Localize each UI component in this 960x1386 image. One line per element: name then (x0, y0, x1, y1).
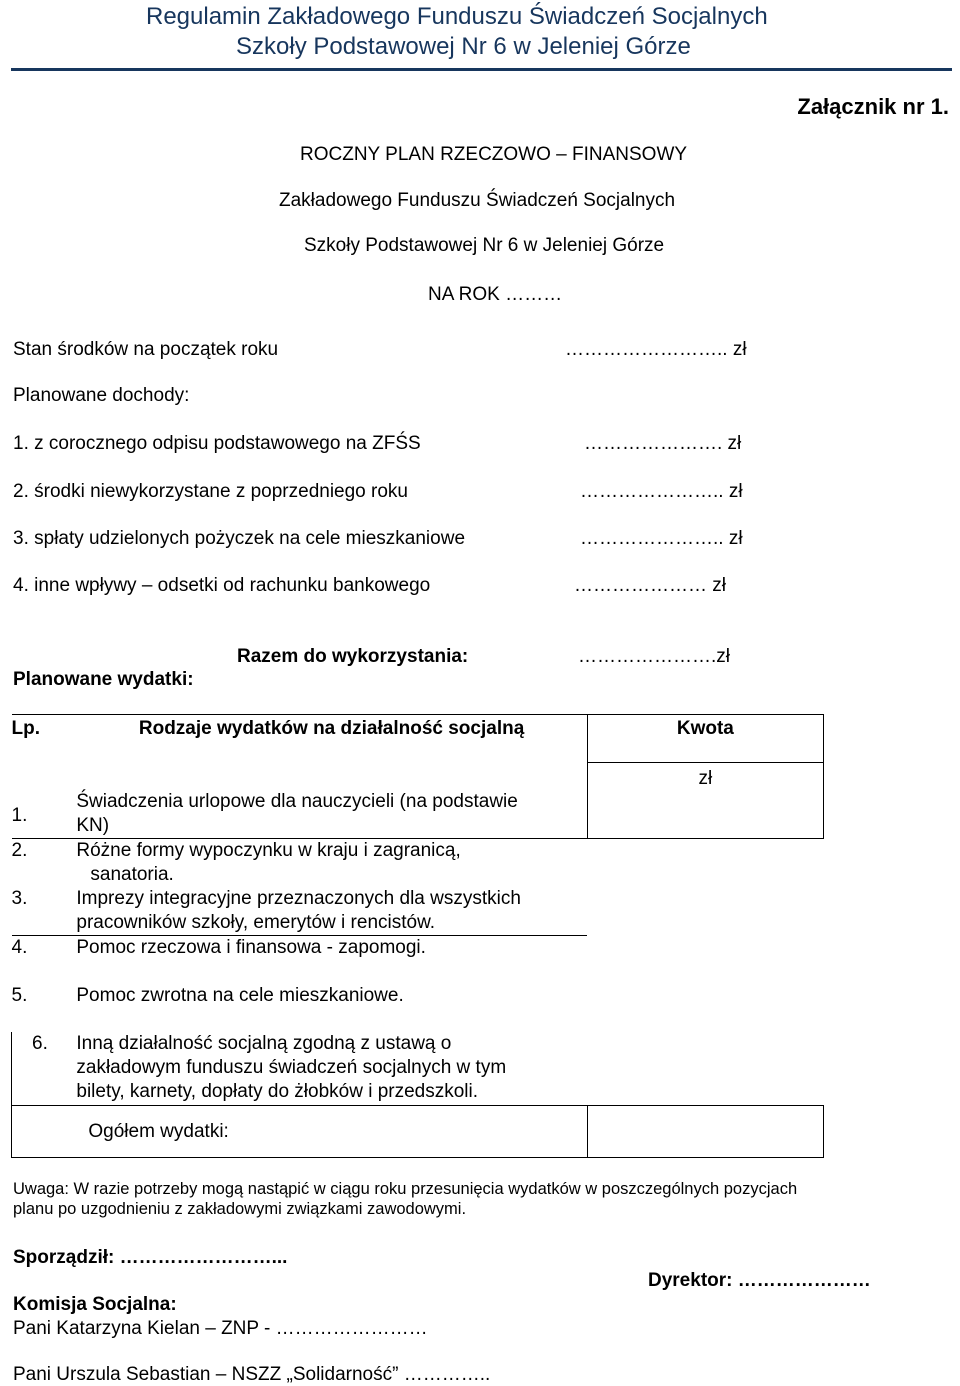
income-item-value: ………………….. zł (580, 528, 743, 549)
row-lp: 5. (11, 984, 28, 1006)
income-item-label: 4. inne wpływy – odsetki od rachunku bankowego (13, 575, 431, 596)
table-row (12, 839, 824, 888)
row-desc-line: Pomoc zwrotna na cele mieszkaniowe. (76, 984, 404, 1006)
row-desc (76, 984, 587, 1032)
income-item-label: 3. spłaty udzielonych pożyczek na cele mieszkaniowe (13, 528, 466, 549)
row-lp: 1. (11, 805, 28, 826)
prepared-by: Sporządził: ……………………... (13, 1247, 288, 1268)
table-row (12, 887, 824, 936)
col-header-desc: Rodzaje wydatków na działalność socjalną (76, 715, 587, 763)
note-line: planu po uzgodnieniu z zakładowymi związkami zawodowymi. (13, 1200, 467, 1218)
row-desc (76, 839, 587, 888)
income-item-label: 2. środki niewykorzystane z poprzedniego roku (13, 481, 408, 502)
income-item-label: 1. z corocznego odpisu podstawowego na ZFŚS (13, 433, 421, 454)
expenses-heading: Planowane wydatki: (13, 669, 194, 690)
col-header-amount: Kwota (587, 715, 823, 763)
table-row (12, 1032, 824, 1106)
director-signature: Dyrektor: ………………… (648, 1270, 871, 1291)
header-title: Regulamin Zakładowego Funduszu Świadczeń Socjalnych (146, 3, 768, 30)
income-item-value: ………………… zł (574, 575, 726, 596)
total-expenses-value (587, 1106, 823, 1158)
row-lp: 3. (11, 888, 28, 909)
plan-title: ROCZNY PLAN RZECZOWO – FINANSOWY (300, 144, 688, 165)
committee-member: Pani Urszula Sebastian – NSZZ „Solidarność” ………….. (13, 1364, 491, 1385)
row-desc-line: Inną działalność socjalną zgodną z ustawą o (76, 1032, 452, 1054)
amount-unit: zł (587, 763, 823, 839)
plan-school: Szkoły Podstawowej Nr 6 w Jeleniej Górze (304, 235, 665, 256)
row-desc-line: KN) (76, 815, 110, 836)
row-desc-line: bilety, karnety, dopłaty do żłobków i przedszkoli. (76, 1080, 479, 1102)
total-available-value: ………………….zł (578, 646, 730, 667)
plan-year: NA ROK ……… (428, 284, 563, 305)
row-desc (76, 1032, 587, 1106)
row-desc (76, 887, 587, 936)
row-lp: 2. (12, 839, 77, 888)
table-row (12, 984, 824, 1032)
note-line: Uwaga: W razie potrzeby mogą nastąpić w ciągu roku przesunięcia wydatków w poszczególnych pozycjach (13, 1180, 798, 1198)
row-desc (76, 763, 587, 839)
header-subtitle: Szkoły Podstawowej Nr 6 w Jeleniej Górze (236, 33, 691, 60)
table-row (12, 936, 824, 984)
expenses-table (11, 714, 824, 1158)
row-desc-line: Pomoc rzeczowa i finansowa - zapomogi. (76, 937, 426, 958)
row-desc-line: sanatoria. (90, 864, 174, 885)
income-item-value: ………………….. zł (580, 481, 743, 502)
annex-label: Załącznik nr 1. (797, 94, 949, 119)
row-desc-line: pracowników szkoły, emerytów i rencistów. (76, 912, 436, 933)
start-funds-value: …………………….. zł (565, 339, 747, 360)
row-desc (76, 936, 587, 984)
committee-label: Komisja Socjalna: (13, 1294, 177, 1315)
row-desc-line: Różne formy wypoczynku w kraju i zagranicą, (76, 840, 461, 861)
table-row (12, 763, 824, 839)
income-item-value: …………………. zł (584, 433, 742, 454)
row-lp: 6. (12, 1032, 77, 1106)
income-heading: Planowane dochody: (13, 385, 190, 406)
total-expenses-label: Ogółem wydatki: (76, 1106, 587, 1158)
start-funds-label: Stan środków na początek roku (13, 339, 279, 360)
plan-subtitle: Zakładowego Funduszu Świadczeń Socjalnych (279, 190, 676, 211)
committee-member: Pani Katarzyna Kielan – ZNP - …………………… (13, 1318, 428, 1339)
row-desc-line: zakładowym funduszu świadczeń socjalnych w tym (76, 1056, 507, 1078)
row-desc-line: Imprezy integracyjne przeznaczonych dla wszystkich (76, 888, 521, 909)
total-available-label: Razem do wykorzystania: (237, 646, 469, 667)
header-divider (11, 68, 952, 71)
row-lp: 4. (12, 936, 77, 984)
col-header-lp: Lp. (12, 715, 77, 763)
table-total-row (12, 1106, 824, 1158)
row-desc-line: Świadczenia urlopowe dla nauczycieli (na podstawie (76, 791, 518, 812)
